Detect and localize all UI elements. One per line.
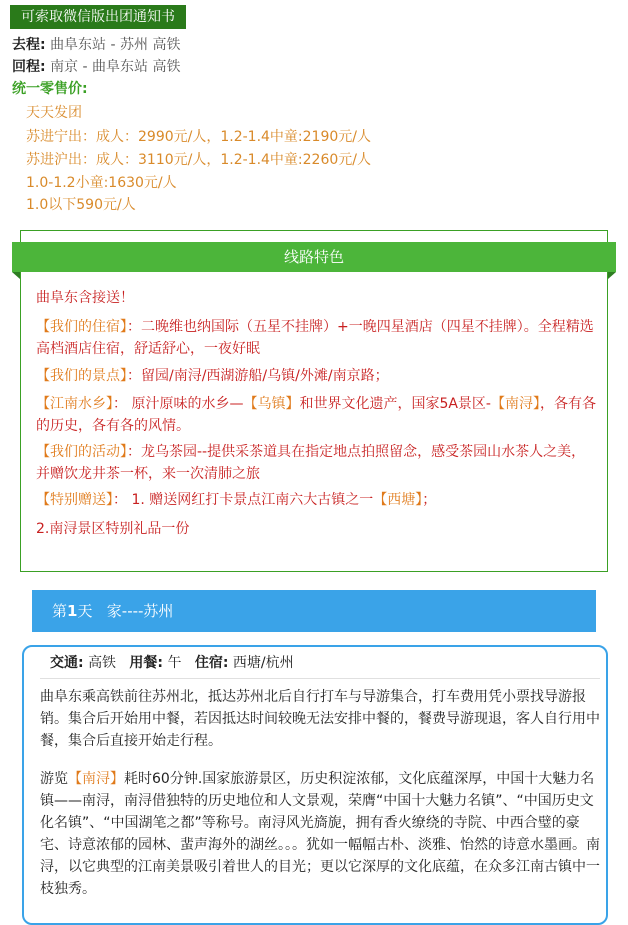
water-text: 和世界文化遗产，国家5A景区- bbox=[299, 396, 491, 412]
price-line: 1.0以下590元/人 bbox=[26, 197, 136, 213]
depart-value: 曲阜东站 - 苏州 高铁 bbox=[50, 37, 181, 53]
spots-text: ：留园/南浔/西湖游船/乌镇/外滩/南京路； bbox=[127, 368, 389, 384]
meal-label: 用餐: bbox=[129, 655, 164, 671]
price-line: 苏进宁出：成人：2990元/人，1.2-1.4中童:2190元/人 bbox=[26, 129, 371, 145]
day-meta bbox=[50, 652, 294, 672]
price-line: 天天发团 bbox=[26, 105, 82, 121]
divider bbox=[40, 678, 600, 679]
price-line: 苏进沪出：成人：3110元/人，1.2-1.4中童:2260元/人 bbox=[26, 152, 371, 168]
gift-label: 【特别赠送】 bbox=[36, 492, 113, 508]
nanxun-label: 【南浔】 bbox=[491, 396, 540, 412]
stay-item bbox=[36, 316, 596, 360]
activity-item bbox=[36, 441, 596, 485]
day-suffix: 天 bbox=[77, 602, 93, 620]
activity-text: ：龙乌茶园--提供采茶道具在指定地点拍照留念，感受茶园山水茶人之美，并赠饮龙井茶一杯，来一次清肺之旅 bbox=[36, 444, 586, 482]
transport-value: 高铁 bbox=[88, 655, 117, 671]
transport-label: 交通: bbox=[50, 655, 84, 671]
hotel-value: 西塘/杭州 bbox=[232, 655, 294, 671]
nanxun-highlight: 【南浔】 bbox=[68, 771, 124, 787]
gift-end: ； bbox=[422, 492, 437, 508]
depart-row bbox=[12, 34, 180, 54]
day-paragraph: 曲阜东乘高铁前往苏州北，抵达苏州北后自行打车与导游集合，打车费用凭小票找导游报销。集合后开始用中餐，若因抵达时间较晚无法安排中餐的，餐费导游现退，客人自行用中餐，集合后直接开始走行程。 bbox=[40, 689, 600, 749]
pickup-text: 曲阜东含接送！ bbox=[36, 290, 134, 306]
ribbon-fold-left bbox=[12, 272, 20, 279]
xitang-label: 【西塘】 bbox=[373, 492, 423, 508]
notice-button[interactable]: 可索取微信版出团通知书 bbox=[10, 5, 186, 29]
day-title bbox=[32, 590, 596, 632]
water-text: ： 原汁原味的水乡— bbox=[113, 396, 244, 412]
wuzhen-label: 【乌镇】 bbox=[243, 396, 300, 412]
gift-text: ： 1. 赠送网红打卡景点江南六大古镇之一 bbox=[113, 492, 374, 508]
day-number: 1 bbox=[67, 602, 78, 620]
water-item bbox=[36, 393, 596, 437]
return-value: 南京 - 曲阜东站 高铁 bbox=[50, 59, 181, 75]
gift-item bbox=[36, 489, 596, 511]
return-label: 回程: bbox=[12, 59, 46, 75]
day-route: 家----苏州 bbox=[106, 602, 174, 620]
stay-text: ：二晚维也纳国际（五星不挂牌）+一晚四星酒店（四星不挂牌）。全程精选高档酒店住宿，舒适舒心，一夜好眠 bbox=[36, 319, 594, 357]
depart-label: 去程: bbox=[12, 37, 46, 53]
ribbon-fold-right bbox=[608, 272, 616, 279]
spots-item bbox=[36, 365, 596, 387]
price-heading: 统一零售价: bbox=[12, 81, 88, 97]
hotel-label: 住宿: bbox=[194, 655, 229, 671]
features-title: 线路特色 bbox=[12, 242, 616, 272]
stay-label: 【我们的住宿】 bbox=[36, 319, 127, 335]
return-row bbox=[12, 56, 180, 76]
spots-label: 【我们的景点】 bbox=[36, 368, 127, 384]
activity-label: 【我们的活动】 bbox=[36, 444, 127, 460]
para-body: 耗时60分钟.国家旅游景区，历史积淀浓郁，文化底蕴深厚，中国十大魅力名镇——南浔，南浔借独特的历史地位和人文景观，荣膺“中国十大魅力名镇”、“中国历史文化名镇”、“中国湖笔之都”等称号。南浔风光旖旎，拥有香火缭绕的寺院、中西合璧的豪宅、诗意浓郁的园林、蜚声海外的湖丝。。。犹如一幅幅古朴、淡雅、怡然的诗意水墨画。南浔，以它典型的江南美景吸引着世人的目光；更以它深厚的文化底蕴，在众多江南古镇中一枝独秀。 bbox=[40, 771, 600, 897]
water-text: ，各有各的历史，各有各的风情。 bbox=[36, 396, 596, 434]
price-line: 1.0-1.2小童:1630元/人 bbox=[26, 175, 177, 191]
day-paragraph bbox=[40, 768, 600, 900]
water-label: 【江南水乡】 bbox=[36, 396, 113, 412]
meal-value: 午 bbox=[167, 655, 182, 671]
para-intro: 游览 bbox=[40, 771, 68, 787]
day-prefix: 第 bbox=[52, 602, 68, 620]
gift-2-text: 2.南浔景区特别礼品一份 bbox=[36, 521, 190, 537]
